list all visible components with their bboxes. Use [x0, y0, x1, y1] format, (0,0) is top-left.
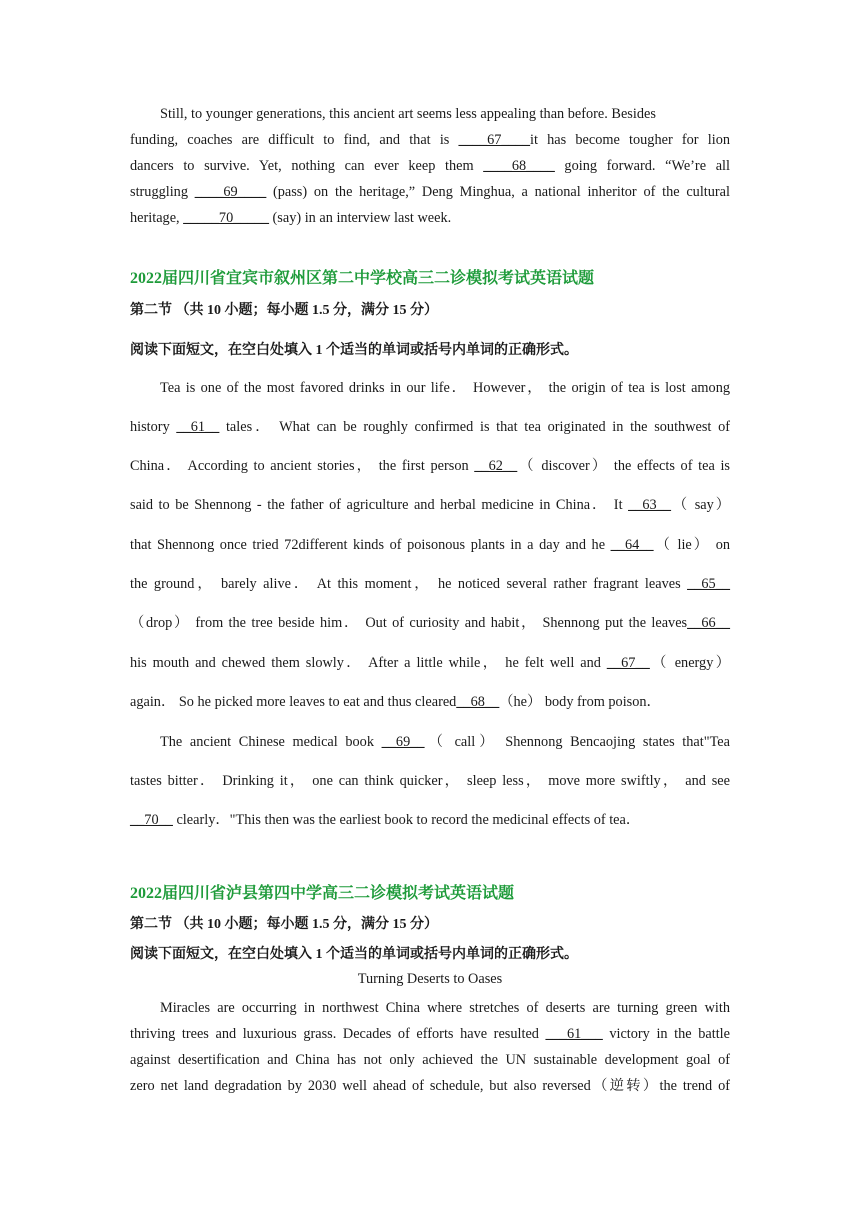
passage-text: clearly．"This then was the earliest book to record the medicinal effects of tea．	[172, 812, 641, 828]
answer-blank: __61__	[176, 419, 220, 435]
section-3-heading: 2022届四川省泸县第四中学高三二诊模拟考试英语试题	[130, 885, 515, 902]
passage-text: said to be Shennong - the father of agriculture and herbal medicine in China． It	[130, 497, 629, 513]
passage-1-line	[130, 156, 730, 176]
section-3-line	[130, 1076, 730, 1096]
section-2-line	[130, 810, 730, 830]
section-2-line	[130, 613, 730, 633]
passage-title: Turning Deserts to Oases	[357, 971, 503, 987]
passage-1-line	[130, 130, 730, 150]
passage-text: （ lie） on	[653, 537, 730, 553]
passage-text: Miracles are occurring in northwest China where stretches of deserts are turning green with	[160, 1000, 730, 1016]
passage-text: his mouth and chewed them slowly． After a little while， he felt well and	[130, 655, 607, 671]
answer-blank: __70__	[130, 812, 173, 828]
passage-text: history	[130, 419, 177, 435]
passage-text: （drop） from the tree beside him． Out of curiosity and habit， Shennong put the leaves	[130, 615, 688, 631]
passage-text: heritage,	[130, 210, 184, 226]
passage-text: (say) in an interview last week.	[268, 210, 452, 226]
section-2-line	[130, 417, 730, 437]
passage-text: that Shennong once tried 72different kinds of poisonous plants in a day and he	[130, 537, 611, 553]
section-2-heading: 2022届四川省宜宾市叙州区第二中学校高三二诊模拟考试英语试题	[130, 270, 595, 287]
passage-text: tales． What can be roughly confirmed is that tea originated in the southwest of	[219, 419, 730, 435]
passage-1-line	[130, 208, 730, 228]
answer-blank: __64__	[610, 537, 654, 553]
answer-blank: ____68____	[483, 158, 555, 174]
section-2-line	[130, 574, 730, 594]
passage-text: struggling	[130, 184, 195, 200]
passage-text: zero net land degradation by 2030 well ahead of schedule, but also reversed（逆转）the trend of	[130, 1078, 730, 1094]
answer-blank: __68__	[456, 694, 500, 710]
passage-text: Tea is one of the most favored drinks in our life． However， the origin of tea is lost among	[160, 380, 730, 396]
passage-text: dancers to survive. Yet, nothing can ever keep them	[130, 158, 484, 174]
answer-blank: __66__	[687, 615, 730, 631]
section-3-part-label: 第二节 （共 10 小题；每小题 1.5 分，满分 15 分）	[130, 917, 438, 932]
answer-blank: __62__	[474, 458, 518, 474]
passage-text: tastes bitter． Drinking it， one can think quicker， sleep less， move more swiftly， and see	[130, 773, 730, 789]
passage-text: （he） body from poison．	[499, 694, 661, 710]
passage-text: going forward. “We’re all	[554, 158, 730, 174]
answer-blank: __65__	[687, 576, 730, 592]
passage-text: China． According to ancient stories， the first person	[130, 458, 475, 474]
passage-text: against desertification and China has not only achieved the UN sustainable development goal of	[130, 1052, 730, 1068]
section-3-line	[160, 998, 730, 1018]
passage-1-line	[130, 182, 730, 202]
section-2-line	[160, 378, 730, 398]
passage-text: again． So he picked more leaves to eat and thus cleared	[130, 694, 457, 710]
passage-text: （ call） Shennong Bencaojing states that"Tea	[424, 734, 730, 750]
passage-text: funding, coaches are difficult to find, and that is	[130, 132, 459, 148]
section-2-part-label: 第二节 （共 10 小题；每小题 1.5 分，满分 15 分）	[130, 303, 438, 318]
passage-text: （ discover） the effects of tea is	[517, 458, 730, 474]
section-2-line	[130, 771, 730, 791]
answer-blank: ____67____	[458, 132, 531, 148]
section-2-line	[130, 653, 730, 673]
answer-blank: __63__	[628, 497, 671, 513]
passage-text: （ say）	[670, 497, 730, 513]
passage-text: （ energy）	[649, 655, 730, 671]
passage-text: Still, to younger generations, this ancient art seems less appealing than before. Besides	[160, 106, 656, 122]
answer-blank: ____69____	[194, 184, 267, 200]
section-2-line	[130, 456, 730, 476]
passage-text: (pass) on the heritage,” Deng Minghua, a national inheritor of the cultural	[266, 184, 731, 200]
passage-text: The ancient Chinese medical book	[160, 734, 382, 750]
section-2-line	[130, 495, 730, 515]
section-2-line	[130, 692, 730, 712]
passage-1-line	[160, 104, 730, 124]
section-3-line	[130, 1050, 730, 1070]
answer-blank: ___61___	[545, 1026, 603, 1042]
section-3-line	[130, 1024, 730, 1044]
answer-blank: _____70_____	[183, 210, 269, 226]
passage-text: victory in the battle	[602, 1026, 730, 1042]
passage-text: it has become tougher for lion	[530, 132, 730, 148]
passage-text: the ground， barely alive． At this moment， he noticed several rather fragrant leaves	[130, 576, 688, 592]
section-2-instruction: 阅读下面短文，在空白处填入 1 个适当的单词或括号内单词的正确形式。	[130, 343, 578, 358]
section-2-line	[160, 732, 730, 752]
answer-blank: __67__	[606, 655, 650, 671]
answer-blank: __69__	[381, 734, 425, 750]
section-2-line	[130, 535, 730, 555]
passage-text: thriving trees and luxurious grass. Decades of efforts have resulted	[130, 1026, 546, 1042]
section-3-instruction: 阅读下面短文，在空白处填入 1 个适当的单词或括号内单词的正确形式。	[130, 947, 578, 962]
